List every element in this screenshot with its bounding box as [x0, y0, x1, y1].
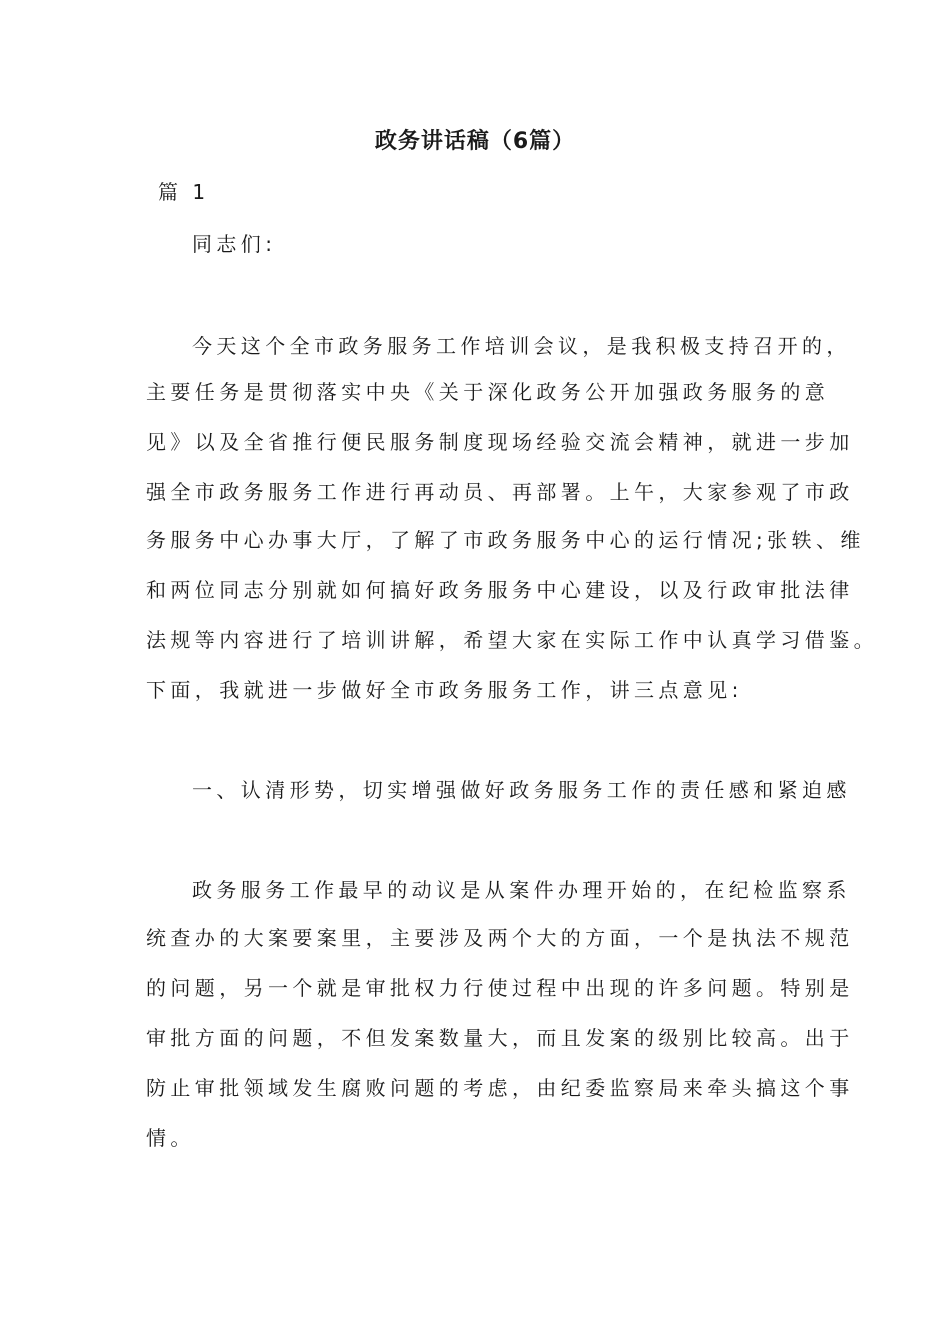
paragraph2-line: 审批方面的问题，不但发案数量大，而且发案的级别比较高。出于: [146, 1026, 854, 1050]
paragraph1-line: 和两位同志分别就如何搞好政务服务中心建设，以及行政审批法律: [146, 578, 854, 602]
paragraph2-line: 情。: [146, 1126, 195, 1150]
paragraph1-line: 见》以及全省推行便民服务制度现场经验交流会精神，就进一步加: [146, 430, 854, 454]
paragraph1-line: 主要任务是贯彻落实中央《关于深化政务公开加强政务服务的意: [146, 380, 830, 404]
salutation: 同志们:: [192, 232, 277, 256]
paragraph2-line: 的问题，另一个就是审批权力行使过程中出现的许多问题。特别是: [146, 976, 854, 1000]
paragraph1-line: 下面，我就进一步做好全市政务服务工作，讲三点意见:: [146, 678, 743, 702]
section-heading: 一、认清形势，切实增强做好政务服务工作的责任感和紧迫感: [192, 778, 851, 802]
paragraph1-line: 务服务中心办事大厅，了解了市政务服务中心的运行情况;张轶、维: [146, 528, 865, 552]
paragraph1-line: 今天这个全市政务服务工作培训会议，是我积极支持召开的，: [192, 334, 851, 358]
document-title: 政务讲话稿（6篇）: [374, 129, 576, 154]
paragraph1-line: 法规等内容进行了培训讲解，希望大家在实际工作中认真学习借鉴。: [146, 628, 878, 652]
paragraph2-line: 统查办的大案要案里，主要涉及两个大的方面，一个是执法不规范: [146, 926, 854, 950]
paragraph2-line: 防止审批领域发生腐败问题的考虑，由纪委监察局来牵头搞这个事: [146, 1076, 854, 1100]
paragraph1-line: 强全市政务服务工作进行再动员、再部署。上午，大家参观了市政: [146, 480, 854, 504]
paragraph2-line: 政务服务工作最早的动议是从案件办理开始的，在纪检监察系: [192, 878, 851, 902]
section-label: 篇 1: [158, 180, 210, 204]
